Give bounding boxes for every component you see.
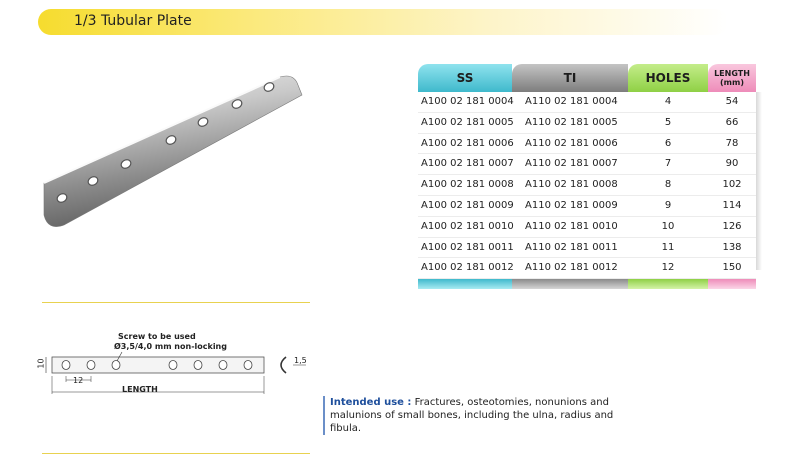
cell-ti: A110 02 181 0011 [525,241,618,253]
cell-ti: A110 02 181 0008 [525,179,618,191]
col-length [708,64,756,92]
cell-holes: 6 [664,137,672,149]
intended-use-text: Fractures, osteotomies, nonunions and malunions of small bones, including the ulna, radius and fibula. [330,397,614,434]
screw-spec: Ø3,5/4,0 mm non-locking [114,342,227,351]
cell-holes: 10 [661,220,675,232]
col-ti: TI [512,64,628,92]
pitch-dim: 12 [73,376,84,385]
width-dim: 10 [36,358,46,369]
plate-illustration [28,65,318,235]
cell-holes: 12 [661,262,675,274]
cell-length: 150 [722,262,742,274]
cell-length: 54 [725,96,739,107]
footer-ti [512,279,628,289]
col-holes: HOLES [628,64,708,92]
cell-holes: 8 [664,179,672,191]
table-row [418,92,756,113]
cell-ti: A110 02 181 0007 [525,158,618,170]
table-row [418,113,756,134]
cell-ss: A100 02 181 0007 [421,158,514,170]
col-length-unit: (mm) [720,78,744,87]
cell-ss: A100 02 181 0009 [421,199,514,211]
cell-ss: A100 02 181 0011 [421,241,514,253]
table-row [418,196,756,217]
cell-ss: A100 02 181 0005 [421,116,514,128]
table-row [418,175,756,196]
cell-holes: 5 [664,116,672,128]
intended-use [323,396,630,435]
cell-ss: A100 02 181 0010 [421,220,514,232]
cell-length: 78 [725,137,739,149]
cell-length: 102 [722,179,742,191]
table-shadow [756,92,762,270]
divider [42,302,310,303]
footer-ss [418,279,512,289]
table-row [418,258,756,279]
cell-ti: A110 02 181 0005 [525,116,618,128]
cell-ss: A100 02 181 0008 [421,179,514,191]
schematic-drawing [36,330,316,400]
length-label: LENGTH [122,385,158,394]
cell-holes: 9 [664,199,672,211]
cell-length: 66 [725,116,739,128]
cell-length: 90 [725,158,739,170]
cell-holes: 4 [664,96,672,107]
col-ss: SS [418,64,512,92]
product-table [418,64,756,289]
title-banner [38,9,728,35]
intended-use-label: Intended use : [330,397,412,408]
cell-ti: A110 02 181 0012 [525,262,618,274]
cell-ss: A100 02 181 0006 [421,137,514,149]
cell-ti: A110 02 181 0009 [525,199,618,211]
cell-holes: 7 [664,158,672,170]
cell-ti: A110 02 181 0010 [525,220,618,232]
cell-holes: 11 [661,241,675,253]
divider-bottom [42,453,310,454]
col-length-label: LENGTH [714,69,750,78]
cell-ss: A100 02 181 0012 [421,262,514,274]
cell-length: 138 [722,241,742,253]
table-header [418,64,756,92]
footer-length [708,279,756,289]
table-row [418,134,756,155]
cell-length: 126 [722,220,742,232]
table-row [418,217,756,238]
table-body [418,92,756,279]
table-row [418,238,756,259]
cell-length: 114 [722,199,742,211]
table-footer [418,279,756,289]
page-title: 1/3 Tubular Plate [74,13,192,29]
thickness-dim: 1,5 [294,356,307,365]
cell-ss: A100 02 181 0004 [421,96,514,107]
cell-ti: A110 02 181 0004 [525,96,618,107]
plate-schematic [36,330,316,400]
screw-label: Screw to be used [118,332,196,341]
cell-ti: A110 02 181 0006 [525,137,618,149]
footer-holes [628,279,708,289]
table-row [418,154,756,175]
